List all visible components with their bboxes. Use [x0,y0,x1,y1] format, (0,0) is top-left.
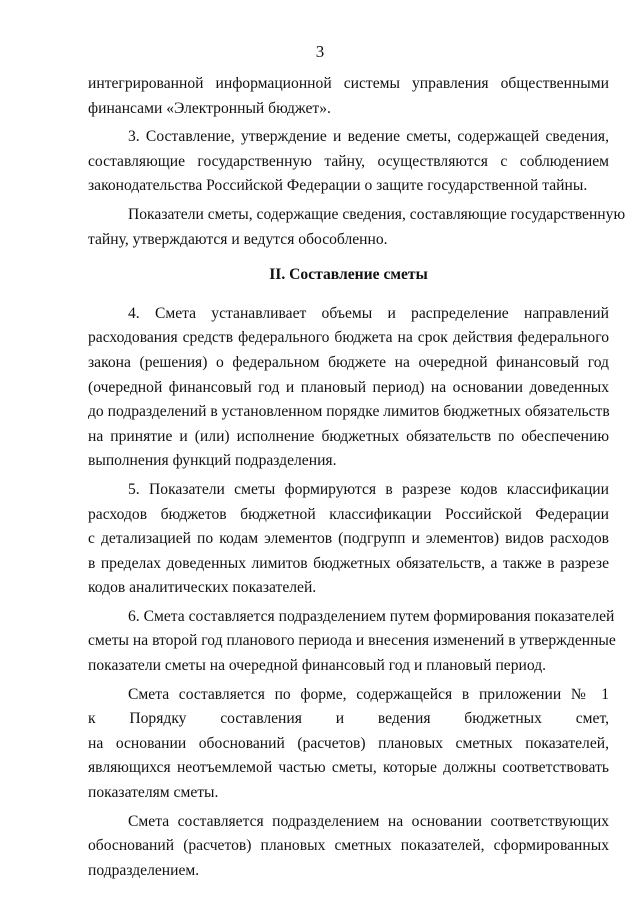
page-number: 3 [315,42,325,61]
text-line: с детализацией по кодам элементов (подгрупп и элементов) видов расходов [88,530,609,548]
paragraph-form [88,683,609,806]
text-line: расходов бюджетов бюджетной классификации Российской Федерации [88,505,609,523]
text-line: интегрированной информационной системы управления общественными [88,75,609,92]
paragraph-compilation [88,810,609,884]
text-line: показателям сметы. [88,784,219,802]
text-line: являющихся неотъемлемой частью сметы, которые должны соответствовать [88,759,609,777]
text-line: тайну, утверждаются и ведутся обособленно. [88,230,388,248]
text-line: финансами «Электронный бюджет». [88,99,331,117]
text-line: составляющие государственную тайну, осуществляются с соблюдением [88,152,609,170]
text-line: на принятие и (или) исполнение бюджетных обязательств по обеспечению [88,427,609,445]
paragraph-6 [88,605,616,679]
text-line: 4. Смета устанавливает объемы и распределение направлений [128,304,609,322]
paragraph-3 [88,125,609,199]
paragraph-5 [88,478,609,601]
text-line: до подразделений в установленном порядке лимитов бюджетных обязательств [88,403,610,421]
text-line: подразделением. [88,861,200,879]
paragraph-continuation [88,72,609,121]
text-line: законодательства Российской Федерации о защите государственной тайны. [88,177,588,195]
text-line: (очередной финансовый год и плановый период) на основании доведенных [88,378,609,396]
paragraph-secret-indicators [88,203,626,252]
text-line: выполнения функций подразделения. [88,452,337,470]
text-line: сметы на второй год планового периода и внесения изменений в утвержденные [88,632,616,650]
text-line: на основании обоснований (расчетов) плановых сметных показателей, [88,734,609,752]
text-line: Смета составляется по форме, содержащейся в приложении № 1 [128,685,609,703]
text-line: 5. Показатели сметы формируются в разрезе кодов классификации [128,480,609,498]
text-line: кодов аналитических показателей. [88,579,317,597]
text-line: к Порядку составления и ведения бюджетных смет, [88,710,609,728]
text-line: Показатели сметы, содержащие сведения, составляющие государственную [128,205,626,223]
text-line: закона (решения) о федеральном бюджете на очередной финансовый год [88,353,609,371]
document-body [88,72,626,883]
text-line: 3. Составление, утверждение и ведение сметы, содержащей сведения, [128,128,609,146]
paragraph-4 [88,302,609,474]
text-line: 6. Смета составляется подразделением путем формирования показателей [128,607,615,625]
section-heading: II. Составление сметы [269,266,428,284]
text-line: обоснований (расчетов) плановых сметных показателей, сформированных [88,837,609,855]
text-line: показатели сметы на очередной финансовый год и плановый период. [88,657,547,675]
text-line: в пределах доведенных лимитов бюджетных обязательств, а также в разрезе [88,554,609,572]
text-line: Смета составляется подразделением на основании соответствующих [128,812,609,830]
text-line: расходования средств федерального бюджета на срок действия федерального [88,329,609,347]
